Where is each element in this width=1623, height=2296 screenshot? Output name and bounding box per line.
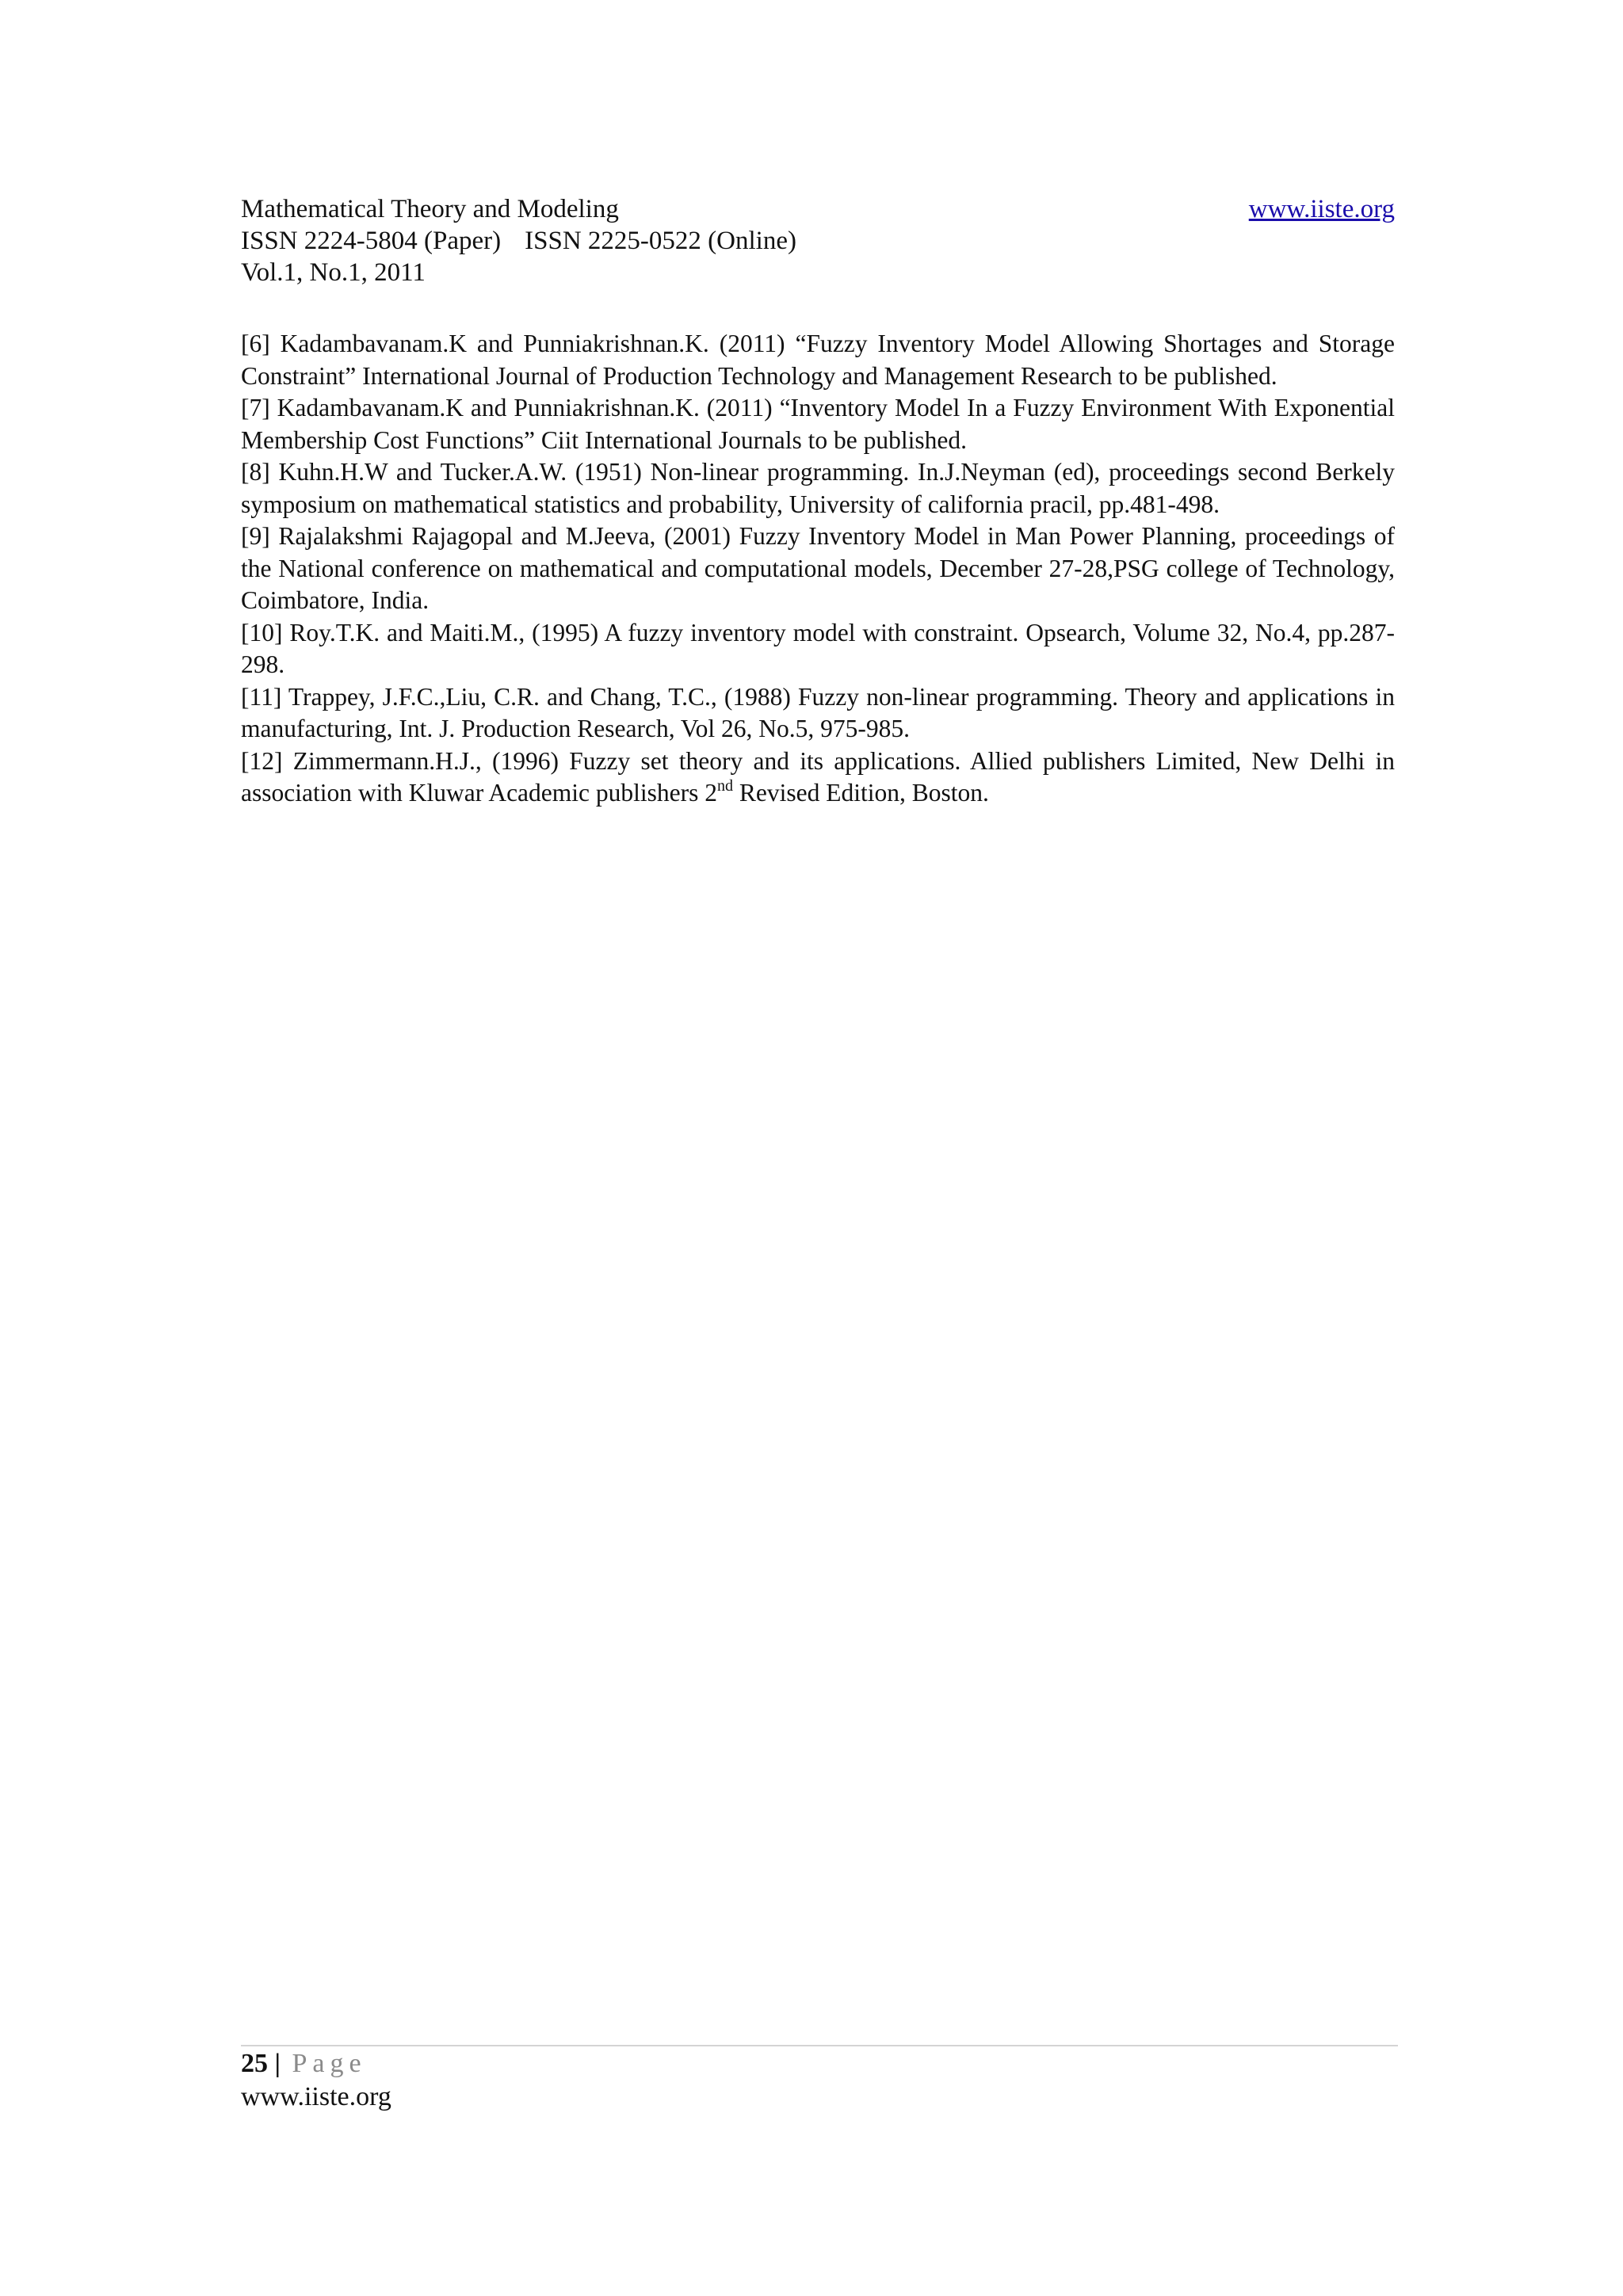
issn-line — [241, 225, 1395, 257]
page-footer — [241, 2047, 391, 2114]
page-separator: | — [274, 2049, 281, 2078]
page-number: 25 — [241, 2049, 268, 2078]
reference-item — [241, 746, 1395, 810]
reference-item: [9] Rajalakshmi Rajagopal and M.Jeeva, (2001) Fuzzy Inventory Model in Man Power Planning, proceedings of the National conference on mathematical and computational models, December 27-28,PSG college of Technology, Coimbatore, India. — [241, 522, 1395, 614]
ordinal-superscript: nd — [717, 776, 733, 795]
reference-list — [241, 328, 1395, 810]
reference-item: [6] Kadambavanam.K and Punniakrishnan.K. (2011) “Fuzzy Inventory Model Allowing Shortages and Storage Constraint” International Journal of Production Technology and Management Research to be published. — [241, 330, 1395, 390]
reference-12-tail: Revised Edition, Boston. — [733, 779, 989, 807]
page-label: Page — [292, 2049, 367, 2078]
header-top-row — [241, 193, 1395, 225]
reference-item: [10] Roy.T.K. and Maiti.M., (1995) A fuzzy inventory model with constraint. Opsearch, Volume 32, No.4, pp.287-298. — [241, 618, 1395, 678]
journal-title: Mathematical Theory and Modeling — [241, 195, 619, 223]
footer-website: www.iiste.org — [241, 2082, 391, 2111]
reference-item: [11] Trappey, J.F.C.,Liu, C.R. and Chang, T.C., (1988) Fuzzy non-linear programming. Theory and applications in manufacturing, Int. J. Production Research, Vol 26, No.5, 975-985. — [241, 682, 1395, 742]
page-indicator — [241, 2047, 391, 2081]
reference-item: [8] Kuhn.H.W and Tucker.A.W. (1951) Non-linear programming. In.J.Neyman (ed), proceedings second Berkely symposium on mathematical statistics and probability, University of california pracil, pp.481-498. — [241, 458, 1395, 518]
reference-item: [7] Kadambavanam.K and Punniakrishnan.K. (2011) “Inventory Model In a Fuzzy Environment With Exponential Membership Cost Functions” Ciit International Journals to be published. — [241, 394, 1395, 454]
running-header — [241, 193, 1395, 288]
footer-divider — [241, 2045, 1398, 2046]
volume-info: Vol.1, No.1, 2011 — [241, 258, 426, 287]
issn-online: ISSN 2225-0522 (Online) — [525, 227, 796, 255]
journal-website-link[interactable]: www.iiste.org — [1248, 195, 1395, 223]
reference-12-text: [12] Zimmermann.H.J., (1996) Fuzzy set theory and its applications. Allied publishers Limited, New Delhi in association with Kluwar Academic publishers 2 — [241, 746, 1395, 807]
issn-paper: ISSN 2224-5804 (Paper) — [241, 227, 502, 255]
